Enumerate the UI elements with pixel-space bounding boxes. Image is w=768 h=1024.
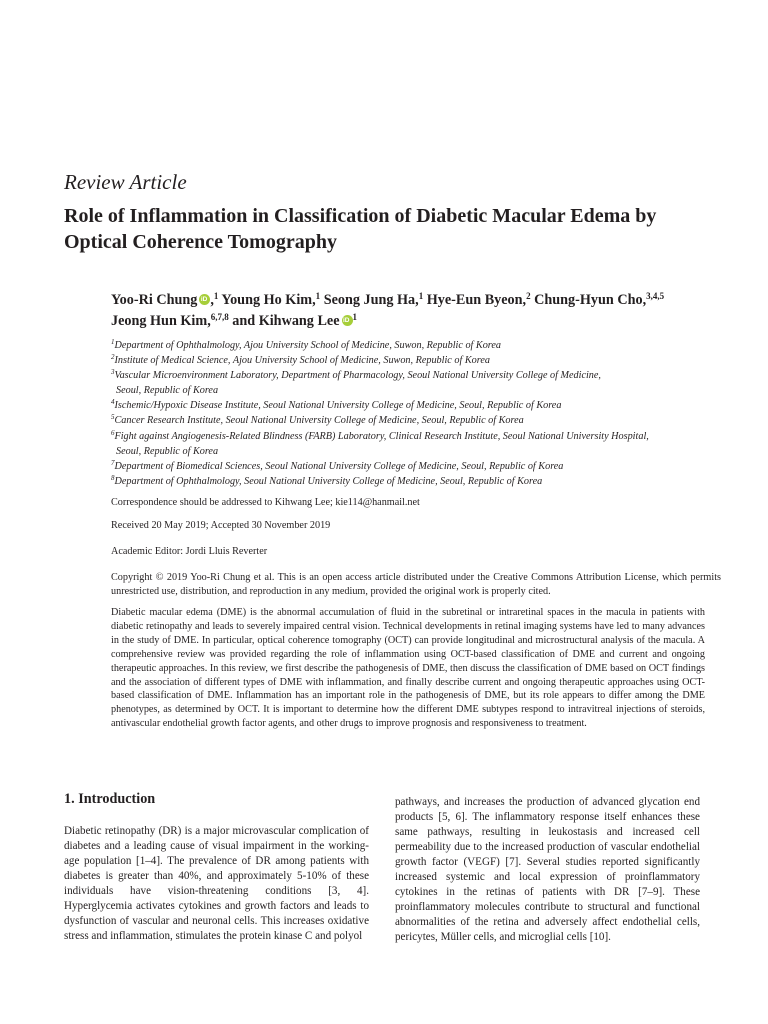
- affiliation: $^4$Ischemic/Hypoxic Disease Institute, Seoul National University College of Medicine, Seoul, Republic of Korea: [111, 398, 562, 412]
- orcid-icon[interactable]: [199, 294, 210, 305]
- academic-editor: Academic Editor: Jordi Lluis Reverter: [111, 546, 268, 557]
- copyright-notice: Copyright © 2019 Yoo-Ri Chung et al. This is an open access article distributed under the Creative Commons Attribution License, which permits unrestricted use, distribution, and reproduction in any medium, provided the original work is properly cited.: [111, 572, 721, 597]
- author-name: Kihwang Lee: [258, 313, 340, 329]
- affiliation-continuation: Seoul, Republic of Korea: [116, 445, 219, 457]
- orcid-icon[interactable]: [342, 315, 353, 326]
- affiliation: $^5$Cancer Research Institute, Seoul National University College of Medicine, Seoul, Republic of Korea: [111, 413, 524, 427]
- paper-title: Role of Inflammation in Classification of Diabetic Macular Edema by Optical Coherence Tomography: [64, 205, 657, 253]
- author-name: Chung-Hyun Cho: [534, 292, 643, 308]
- correspondence: Correspondence should be addressed to Kihwang Lee; kie114@hanmail.net: [111, 497, 420, 508]
- article-type: Review Article: [64, 170, 187, 194]
- affiliation: $^6$Fight against Angiogenesis-Related Blindness (FARB) Laboratory, Clinical Research Institute, Seoul National University Hospital,: [111, 428, 649, 442]
- author-name: Young Ho Kim: [221, 292, 313, 308]
- paragraph: Diabetic retinopathy (DR) is a major microvascular complication of diabetes and a leading cause of visual impairment in the working-age population [1–4]. The prevalence of DR among patients with diabetes is greater than 40%, and approximately 5-10% of these individuals have vision-threatening conditions [3, 4]. Hyperglycemia activates cytokines and growth factors and leads to dysfunction of vascular and neuronal cells. This increases oxidative stress and inflammation, stimulates the protein kinase C and polyol: [64, 825, 369, 943]
- author-name: Jeong Hun Kim: [111, 313, 208, 329]
- affiliation-list: [111, 338, 721, 489]
- affiliation-continuation: Seoul, Republic of Korea: [116, 385, 219, 397]
- affiliation: $^8$Department of Ophthalmology, Seoul National University College of Medicine, Seoul, Republic of Korea: [111, 473, 543, 487]
- affiliation: $^2$Institute of Medical Science, Ajou University School of Medicine, Suwon, Republic of Korea: [111, 353, 490, 367]
- author-name: Yoo-Ri Chung: [111, 292, 198, 308]
- section-heading: 1. Introduction: [64, 791, 156, 807]
- paragraph: pathways, and increases the production of advanced glycation end products [5, 6]. The inflammatory response itself enhances these same pathways, resulting in leukostasis and increased cell permeability due to the increased production of vascular endothelial growth factor (VEGF) [7]. Several studies reported significantly increased systemic and local expression of proinflammatory cytokines in the retinas of patients with DR [7–9]. These proinflammatory molecules contribute to structural and functional abnormalities of the retina and adversely affect endothelial cells, pericytes, Müller cells, and microglial cells [10].: [395, 796, 700, 944]
- authors-and: and: [232, 313, 256, 329]
- intro-column-right: [395, 795, 700, 945]
- author-name: Seong Jung Ha: [323, 292, 416, 308]
- affiliation: $^7$Department of Biomedical Sciences, Seoul National University College of Medicine, Seoul, Republic of Korea: [111, 458, 564, 472]
- received-dates: Received 20 May 2019; Accepted 30 November 2019: [111, 520, 331, 531]
- affiliation: $^3$Vascular Microenvironment Laboratory, Department of Pharmacology, Seoul National University College of Medicine,: [111, 368, 601, 382]
- author-name: Hye-Eun Byeon: [426, 292, 523, 308]
- affiliation: $^1$Department of Ophthalmology, Ajou University School of Medicine, Suwon, Republic of Korea: [111, 338, 502, 351]
- intro-column-left: [64, 824, 369, 944]
- abstract: Diabetic macular edema (DME) is the abnormal accumulation of fluid in the subretinal or intraretinal spaces in the macula in patients with diabetic retinopathy and leads to severely impaired central vision. Technical developments in retinal imaging systems have led to many advances in the study of DME. In particular, optical coherence tomography (OCT) can provide longitudinal and microstructural analysis of the macula. A comprehensive review was provided regarding the role of inflammation using OCT-based classification of DME and current and ongoing therapeutic approaches. In this review, we first describe the pathogenesis of DME, then discuss the classification of DME based on OCT findings and the association of different types of DME with inflammation, and finally describe current and ongoing therapeutic approaches using OCT-based classification of DME. Inflammation has an important role in the pathogenesis of DME, but its role appears to differ among the DME phenotypes, as determined by OCT. It is important to determine how the different DME subtypes respond to intravitreal injections of steroids, antivascular endothelial growth factor agents, and other drugs to improve prognosis and responsiveness to treatment.: [111, 607, 705, 730]
- author-list: Yoo-Ri ChungiD ,$^1$ Young Ho Kim,$^1$ Seong Jung Ha,$^1$ Hye-Eun Byeon,$^2$ Chung-Hyun Cho,$^{3,4,5}$ Jeong Hun Kim,$^{6,7,8}$ and Kihwang LeeiD $^1$: [111, 290, 721, 332]
